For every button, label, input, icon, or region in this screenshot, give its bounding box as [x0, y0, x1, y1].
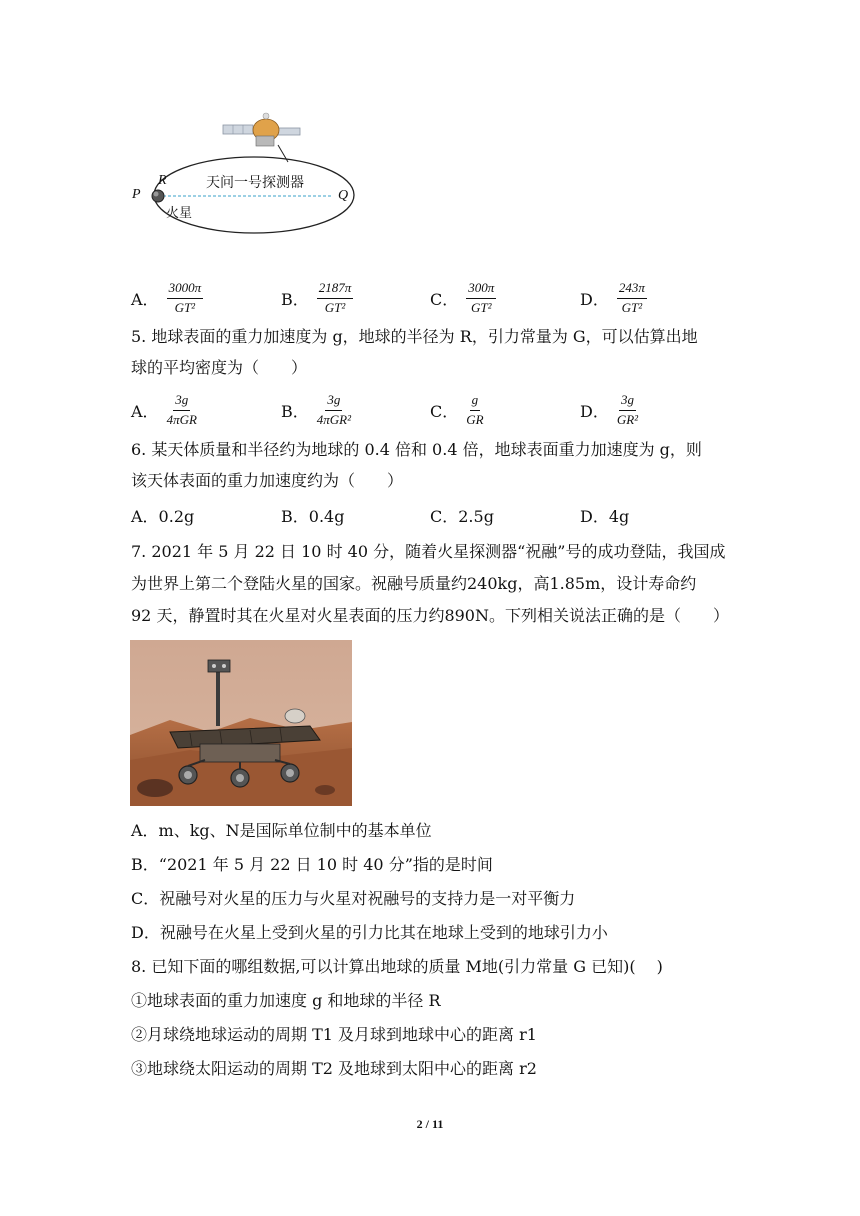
rover-photo-svg [130, 640, 352, 806]
fraction: $\frac{300\pi}{\text{GT²}}$ [468, 280, 495, 315]
option-letter: D． [580, 289, 609, 309]
q8-item-1: ①地球表面的重力加速度 g 和地球的半径 R [131, 991, 441, 1010]
q4-option-b[interactable] [281, 276, 353, 320]
q7-option-a[interactable]: A．m、kg、N是国际单位制中的基本单位 [131, 821, 432, 840]
option-letter: C． [430, 289, 459, 309]
option-letter: C． [430, 401, 459, 421]
q4-option-c[interactable] [430, 276, 496, 320]
q7-stem-line1: 7. 2021 年 5 月 22 日 10 时 40 分，随着火星探测器“祝融”号的成功登陆，我国成 [131, 542, 726, 561]
orbit-ellipse [154, 157, 354, 233]
fraction: $\frac{243\pi}{\text{GT²}}$ [618, 280, 645, 315]
option-letter: B． [281, 289, 309, 309]
q7-option-b[interactable]: B．“2021 年 5 月 22 日 10 时 40 分”指的是时间 [131, 855, 493, 874]
option-letter: A． [131, 401, 159, 421]
q6-option-c[interactable]: C．2.5g [430, 507, 494, 526]
q5-options [131, 388, 731, 432]
q5-stem-line2: 球的平均密度为（ ） [131, 358, 308, 377]
q6-stem-line2: 该天体表面的重力加速度约为（ ） [131, 471, 404, 490]
option-letter: A． [131, 289, 159, 309]
q6-option-b[interactable]: B．0.4g [281, 507, 345, 526]
q7-option-d[interactable]: D．祝融号在火星上受到火星的引力比其在地球上受到的地球引力小 [131, 923, 608, 942]
q6-option-d[interactable]: D．4g [580, 507, 630, 526]
q5-option-a[interactable] [131, 388, 197, 432]
q4-option-d[interactable] [580, 276, 647, 320]
q5-stem-line1: 5. 地球表面的重力加速度为 g，地球的半径为 R，引力常量为 G，可以估算出地 [131, 327, 698, 346]
q5-option-d[interactable] [580, 388, 638, 432]
q7-stem-line2: 为世界上第二个登陆火星的国家。祝融号质量约240kg，高1.85m，设计寿命约 [131, 574, 697, 593]
label-r: R [158, 173, 167, 188]
fraction: $\frac{g}{GR}$ [466, 392, 484, 427]
q7-option-c[interactable]: C．祝融号对火星的压力与火星对祝融号的支持力是一对平衡力 [131, 889, 576, 908]
q8-item-3: ③地球绕太阳运动的周期 T2 及地球到太阳中心的距离 r2 [131, 1059, 537, 1078]
q6-stem-line1: 6. 某天体质量和半径约为地球的 0.4 倍和 0.4 倍，地球表面重力加速度为 g，则 [131, 440, 702, 459]
label-q: Q [338, 188, 349, 203]
solar-panel-left [223, 125, 253, 134]
fraction: $\frac{3g}{\text{GR²}}$ [616, 392, 639, 427]
label-probe: 天问一号探测器 [206, 175, 304, 191]
fraction: $\frac{3g}{\text{4πGR²}}$ [316, 392, 352, 427]
fraction: $\frac{3000\pi}{\text{GT²}}$ [168, 280, 202, 315]
q5-option-c[interactable] [430, 388, 484, 432]
probe-pointer-line [278, 145, 288, 162]
q7-stem-line3: 92 天，静置时其在火星对火星表面的压力约890N。下列相关说法正确的是（ ） [131, 606, 729, 625]
q5-option-b[interactable] [281, 388, 351, 432]
orbit-diagram [128, 110, 358, 240]
q4-option-a[interactable] [131, 276, 203, 320]
solar-panel-right [278, 128, 300, 135]
fraction: $\frac{3g}{\text{4πGR}}$ [166, 392, 197, 427]
label-mars: 火星 [166, 206, 193, 221]
q6-option-a[interactable]: A．0.2g [131, 507, 195, 526]
q4-options [131, 276, 731, 320]
page-number: 2 / 11 [416, 1117, 444, 1131]
option-letter: B． [281, 401, 309, 421]
q8-item-2: ②月球绕地球运动的周期 T1 及月球到地球中心的距离 r1 [131, 1025, 537, 1044]
mars-planet [152, 190, 164, 202]
fraction: $\frac{2187\pi}{\text{GT²}}$ [318, 280, 352, 315]
mars-highlight [154, 192, 159, 197]
option-letter: D． [580, 401, 609, 421]
q8-stem: 8. 已知下面的哪组数据,可以计算出地球的质量 M地(引力常量 G 已知)( ) [131, 957, 663, 976]
label-p: P [132, 187, 141, 202]
rover-photo [130, 640, 352, 806]
probe-module [256, 136, 274, 146]
